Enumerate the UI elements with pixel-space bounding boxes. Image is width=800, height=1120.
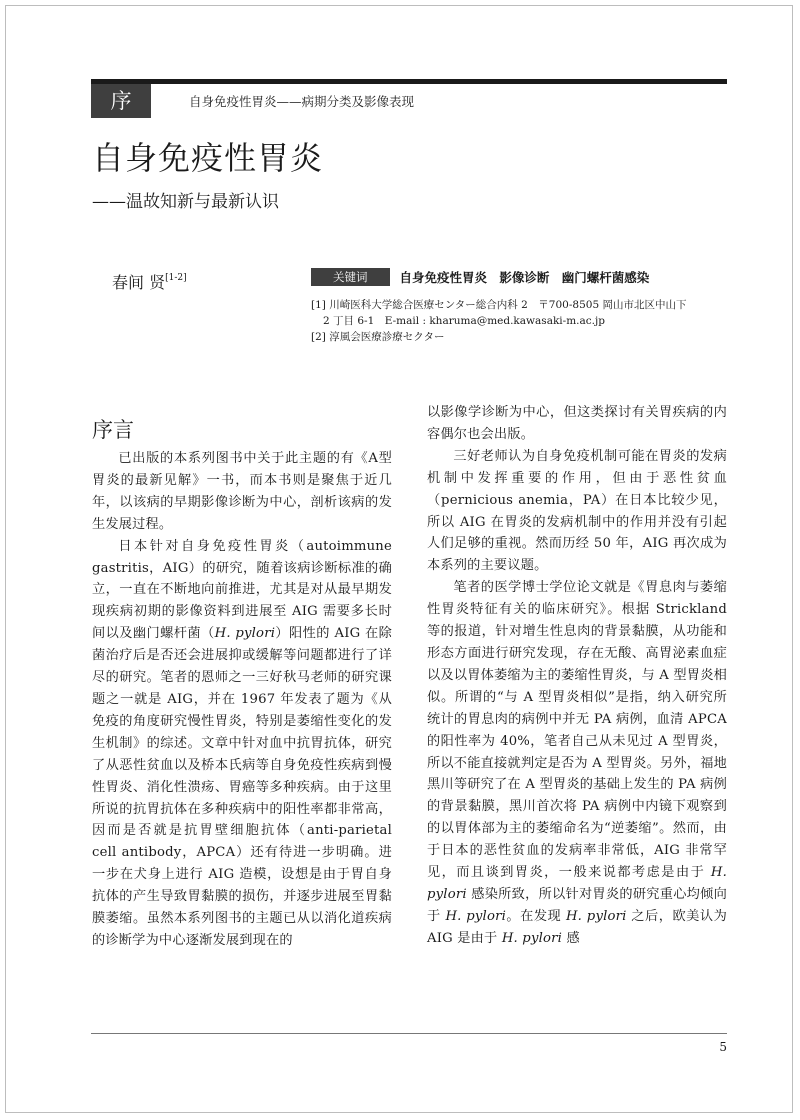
italic-term: H. pylori: [565, 908, 627, 924]
keywords-terms: 自身免疫性胃炎 影像诊断 幽门螺杆菌感染: [399, 270, 650, 285]
italic-term: H. pylori: [501, 930, 563, 946]
author-ref: [1-2]: [165, 272, 187, 283]
author-name: 春间 贤: [112, 273, 166, 292]
article-title: 自身免疫性胃炎: [92, 139, 324, 177]
paragraph: 已出版的本系列图书中关于此主题的有《A型胃炎的最新见解》一书，而本书则是聚焦于近几年，以该病的早期影像诊断为中心，剖析该病的发生发展过程。: [92, 451, 392, 532]
section-heading: 序言: [92, 418, 134, 442]
body-column-right: [427, 402, 727, 950]
paragraph: 三好老师认为自身免疫机制可能在胃炎的发病机制中发挥重要的作用，但由于恶性贫血（pernicious anemia，PA）在日本比较少见，所以 AIG 在胃炎的发病机制中的作用并没有引起人们足够的重视。然而历经 50 年，AIG 再次成为本系列的主要议题。: [427, 448, 727, 574]
body-column-left: [92, 448, 392, 952]
keywords-label: 关键词: [311, 268, 390, 286]
series-title: 自身免疫性胃炎——病期分类及影像表现: [189, 94, 415, 109]
paragraph: 笔者的医学博士学位论文就是《胃息肉与萎缩性胃炎特征有关的临床研究》。根据 Strickland 等的报道，针对增生性息肉的背景黏膜，从功能和形态方面进行研究发现，存在无酸、高胃泌素血症以及以胃体萎缩为主的萎缩性胃炎，与 A 型胃炎相似。所谓的“与 A 型胃炎相似”是指，纳入研究所统计的胃息肉的病例中并无 PA 病例，血清 APCA 的阳性率为 40%，笔者自己从未见过 A 型胃炎，所以不能直接就判定是否为 A 型胃炎。另外，福地黑川等研究了在 A 型胃炎的基础上发生的 PA 病例的背景黏膜，黑川首次将 PA 病例中内镜下观察到的以胃体部为主的萎缩命名为“逆萎缩”。然而，由于日本的恶性贫血的发病率非常低，AIG 非常罕见，而且谈到胃炎，一般来说都考虑是由于 H. pylori 感染所致，所以针对胃炎的研究重心均倾向于 H. pylori。在发现 H. pylori 之后，欧美认为 AIG 是由于 H. pylori 感: [427, 580, 727, 946]
author: [112, 270, 187, 293]
italic-term: H. pylori: [445, 908, 507, 924]
page-number: 5: [719, 1040, 727, 1054]
affiliation-2: [2] 淳風会医療診療セクター: [311, 331, 445, 343]
affiliation-1: [1] 川崎医科大学総合医療センター総合内科 2 〒700-8505 岡山市北区中山下: [311, 299, 687, 311]
article-subtitle: ——温故知新与最新认识: [92, 192, 279, 212]
footer-rule: [91, 1033, 727, 1034]
section-label: 序: [91, 84, 151, 118]
keywords-row: [311, 268, 649, 286]
paragraph-continued: 以影像学诊断为中心，但这类探讨有关胃疾病的内容偶尔也会出版。: [427, 405, 727, 442]
affiliations: [311, 297, 731, 345]
paragraph: 日本针对自身免疫性胃炎（autoimmune gastritis，AIG）的研究，随着该病诊断标准的确立，一直在不断地向前推进，尤其是对从最早期发现疾病初期的影像资料到进展至 AIG 需要多长时间以及幽门螺杆菌（H. pylori）阳性的 AIG 在除菌治疗后是否还会进展抑或缓解等问题都进行了详尽的研究。笔者的恩师之一三好秋马老师的研究课题之一就是 AIG，并在 1967 年发表了题为《从免疫的角度研究慢性胃炎，特别是萎缩性变化的发生机制》的综述。文章中针对血中抗胃抗体，研究了从恶性贫血以及桥本氏病等自身免疫性疾病到慢性胃炎、消化性溃疡、胃癌等多种疾病。由于这里所说的抗胃抗体在多种疾病中的阳性率都非常高，因而是否就是抗胃壁细胞抗体（anti-parietal cell antibody，APCA）还有待进一步明确。进一步在犬身上进行 AIG 造模，设想是由于胃自身抗体的产生导致胃黏膜的损伤，并逐步进展至胃黏膜萎缩。虽然本系列图书的主题已从以消化道疾病的诊断学为中心逐渐发展到现在的: [92, 538, 392, 948]
header-bar: [91, 79, 727, 84]
italic-term: H. pylori: [427, 865, 727, 902]
affiliation-1-address: 2 丁目 6-1 E-mail : kharuma@med.kawasaki-m.ac.jp: [323, 315, 605, 327]
italic-term: H. pylori: [214, 626, 276, 642]
